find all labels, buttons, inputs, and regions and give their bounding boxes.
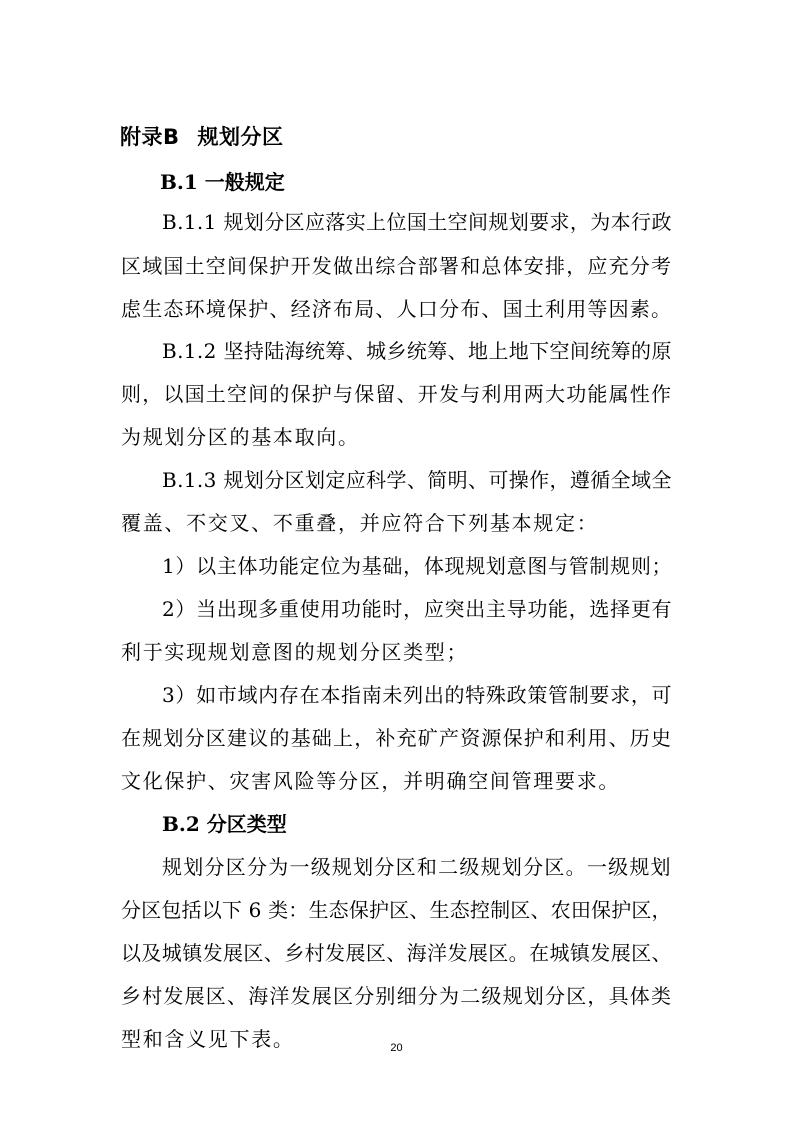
paragraph-line: 区域国土空间保护开发做出综合部署和总体安排，应充分考 xyxy=(121,254,673,278)
paragraph-line: B.1.3 规划分区划定应科学、简明、可操作，遵循全域全 xyxy=(162,468,672,492)
appendix-title xyxy=(120,123,284,151)
paragraph-line: 规划分区分为一级规划分区和二级规划分区。一级规划 xyxy=(162,855,672,879)
list-item-line: 利于实现规划意图的规划分区类型； xyxy=(121,640,469,664)
paragraph-line: 以及城镇发展区、乡村发展区、海洋发展区。在城镇发展区、 xyxy=(121,941,672,965)
section-heading-b1: B.1 一般规定 xyxy=(160,170,285,194)
page-number: 20 xyxy=(390,1042,403,1054)
list-item-line: 在规划分区建议的基础上，补充矿产资源保护和利用、历史 xyxy=(121,726,673,750)
list-item-line: 1）以主体功能定位为基础，体现规划意图与管制规则； xyxy=(162,554,673,578)
list-item-line: 文化保护、灾害风险等分区，并明确空间管理要求。 xyxy=(121,769,621,793)
paragraph-line: B.1.1 规划分区应落实上位国土空间规划要求，为本行政 xyxy=(162,210,672,234)
paragraph-line: 则，以国土空间的保护与保留、开发与利用两大功能属性作 xyxy=(121,382,673,406)
section-heading-b2: B.2 分区类型 xyxy=(162,812,287,836)
paragraph-line: 虑生态环境保护、经济布局、人口分布、国土利用等因素。 xyxy=(121,297,673,321)
paragraph-line: 为规划分区的基本取向。 xyxy=(121,425,360,449)
paragraph-line: 型和含义见下表。 xyxy=(121,1027,295,1051)
appendix-title-text: 规划分区 xyxy=(197,125,284,149)
list-item-line: 3）如市域内存在本指南未列出的特殊政策管制要求，可 xyxy=(162,683,673,707)
list-item-line: 2）当出现多重使用功能时，应突出主导功能，选择更有 xyxy=(162,597,673,621)
paragraph-line: 分区包括以下 6 类：生态保护区、生态控制区、农田保护区， xyxy=(121,898,672,922)
paragraph-line: 乡村发展区、海洋发展区分别细分为二级规划分区，具体类 xyxy=(121,984,673,1008)
appendix-label: 附录B xyxy=(120,125,180,149)
paragraph-line: 覆盖、不交叉、不重叠，并应符合下列基本规定： xyxy=(121,511,599,535)
paragraph-line: B.1.2 坚持陆海统筹、城乡统筹、地上地下空间统筹的原 xyxy=(162,339,672,363)
